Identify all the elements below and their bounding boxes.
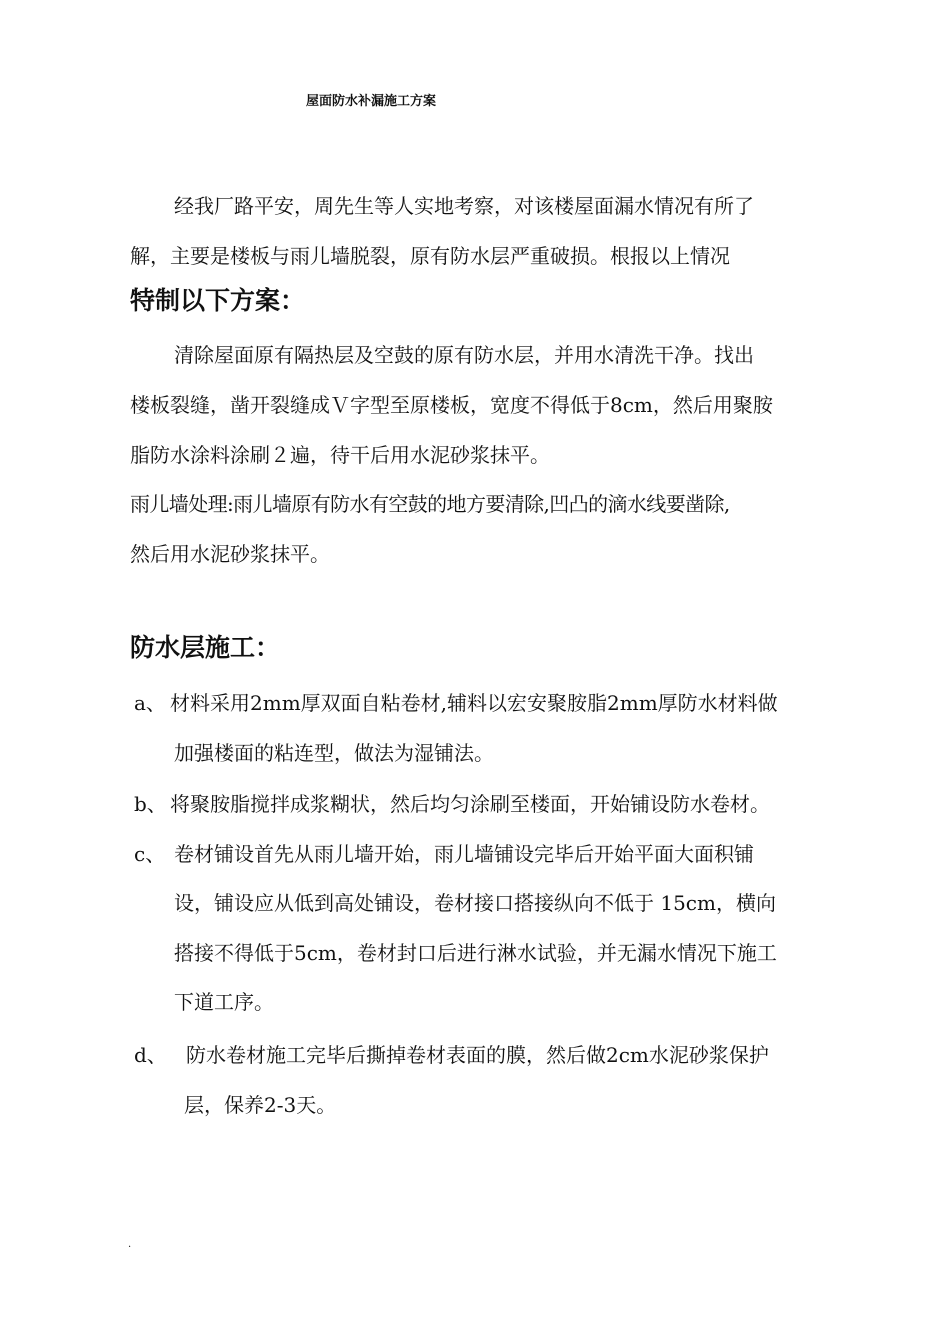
list-marker: a、 (134, 691, 166, 715)
list-item-line: 加强楼面的粘连型，做法为湿铺法。 (174, 741, 494, 765)
wall-line-1: 雨儿墙处理:雨儿墙原有防水有空鼓的地方要清除,凹凸的滴水线要凿除, (130, 492, 730, 516)
list-item-line: 将聚胺脂搅拌成浆糊状，然后均匀涂刷至楼面，开始铺设防水卷材。 (170, 792, 770, 816)
list-marker: b、 (134, 792, 167, 816)
intro-line-1: 经我厂路平安，周先生等人实地考察，对该楼屋面漏水情况有所了 (174, 194, 754, 218)
list-item-line: 搭接不得低于5cm，卷材封口后进行淋水试验，并无漏水情况下施工 (174, 941, 777, 965)
list-item-line: 卷材铺设首先从雨儿墙开始，雨儿墙铺设完毕后开始平面大面积铺 (174, 842, 754, 866)
section-heading-plan: 特制以下方案： (130, 286, 306, 315)
list-marker: d、 (134, 1043, 167, 1067)
plan-line-3: 脂防水涂料涂刷２遍，待干后用水泥砂浆抹平。 (130, 443, 550, 467)
section-heading-waterproof: 防水层施工： (130, 633, 281, 662)
plan-line-2: 楼板裂缝，凿开裂缝成Ｖ字型至原楼板，宽度不得低于8cm，然后用聚胺 (130, 393, 773, 417)
document-title: 屋面防水补漏施工方案 (306, 94, 437, 109)
plan-line-1: 清除屋面原有隔热层及空鼓的原有防水层，并用水清洗干净。找出 (174, 343, 754, 367)
list-item-line: 设，铺设应从低到高处铺设，卷材接口搭接纵向不低于 15cm，横向 (174, 891, 776, 915)
list-marker: c、 (134, 842, 166, 866)
footer-mark: . (128, 1239, 132, 1250)
list-item-line: 材料采用2mm厚双面自粘卷材,辅料以宏安聚胺脂2mm厚防水材料做 (170, 691, 778, 715)
list-item-line: 下道工序。 (174, 990, 274, 1014)
list-item-line: 防水卷材施工完毕后撕掉卷材表面的膜，然后做2cm水泥砂浆保护 (186, 1043, 769, 1067)
intro-line-2: 解，主要是楼板与雨儿墙脱裂，原有防水层严重破损。根报以上情况 (130, 244, 730, 268)
wall-line-2: 然后用水泥砂浆抹平。 (130, 542, 330, 566)
list-item-line: 层，保养2-3天。 (184, 1093, 337, 1117)
